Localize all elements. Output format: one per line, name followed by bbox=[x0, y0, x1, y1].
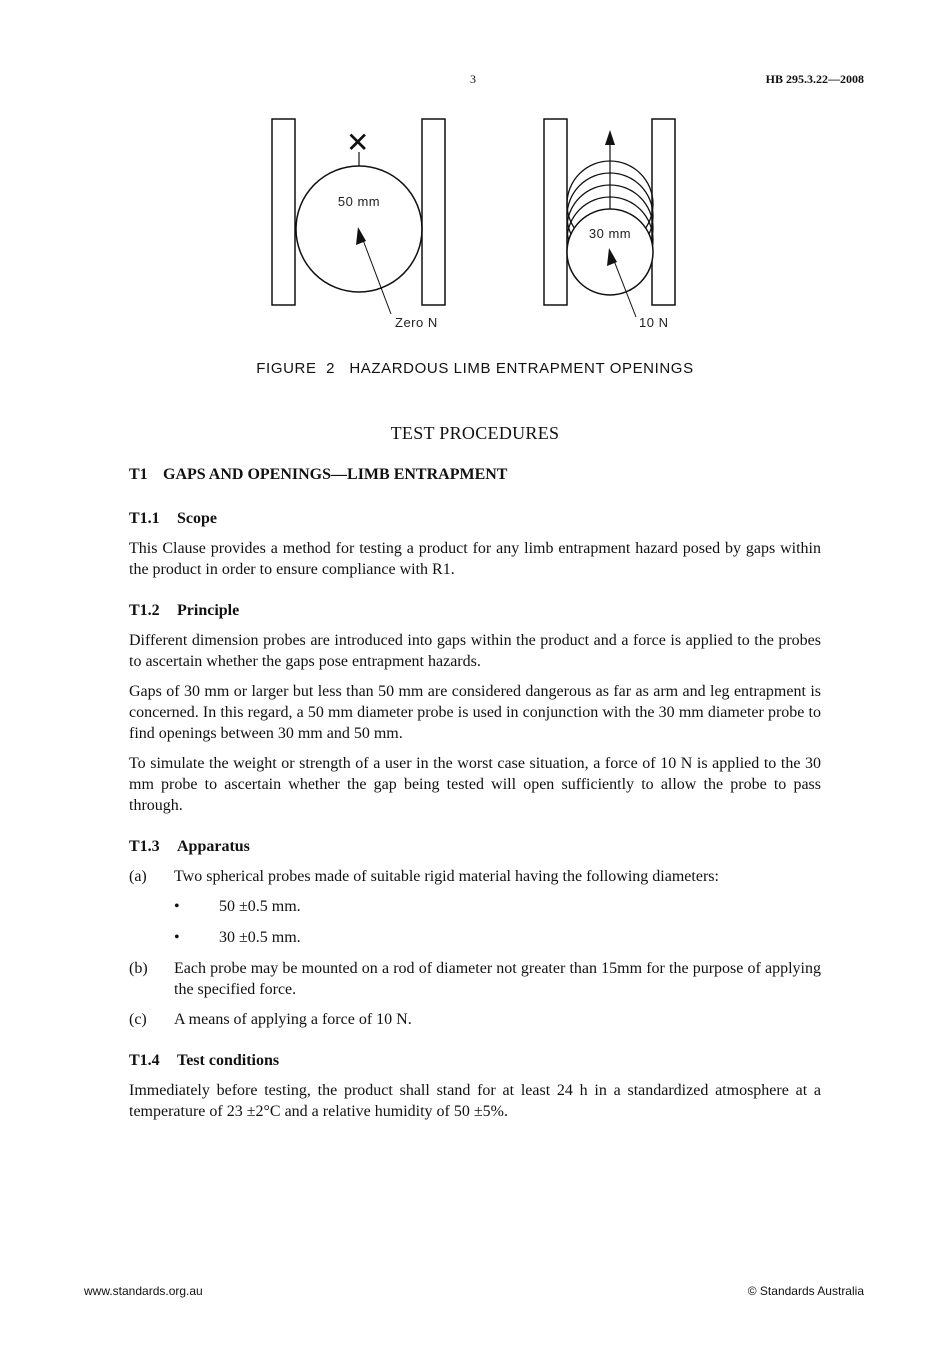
heading-t1-number: T1 bbox=[129, 466, 148, 483]
upward-arrow-icon bbox=[605, 130, 615, 145]
principle-paragraph: Different dimension probes are introduced into gaps within the product and a force is applied to the probes to ascertain whether the gaps pose entrapment hazards. bbox=[129, 632, 821, 670]
ten-newton-label: 10 N bbox=[639, 315, 669, 330]
scope-text: This Clause provides a method for testing a product for any limb entrapment hazard posed by gaps within the product in order to ensure compliance with R1. bbox=[129, 540, 821, 578]
heading-t1-1-number: T1.1 bbox=[129, 510, 160, 527]
figure-diagram bbox=[250, 112, 700, 337]
zero-force-arrowhead bbox=[356, 227, 366, 245]
heading-t1-2-title: Principle bbox=[177, 602, 240, 619]
figure-caption: FIGURE 2 HAZARDOUS LIMB ENTRAPMENT OPENINGS bbox=[256, 360, 694, 377]
footer-copyright: © Standards Australia bbox=[747, 1284, 864, 1298]
heading-t1-3-title: Apparatus bbox=[177, 838, 250, 855]
bullet-icon: • bbox=[174, 929, 180, 946]
right-gap-wall-left bbox=[544, 119, 567, 305]
apparatus-item-text: A means of applying a force of 10 N. bbox=[174, 1011, 412, 1028]
heading-t1-4-number: T1.4 bbox=[129, 1052, 160, 1069]
blocked-x-icon: ✕ bbox=[346, 127, 370, 158]
left-gap-wall-right bbox=[422, 119, 445, 305]
footer-website: www.standards.org.au bbox=[84, 1284, 203, 1298]
bullet-text: 50 ±0.5 mm. bbox=[219, 898, 301, 915]
apparatus-item-a bbox=[129, 866, 821, 887]
principle-paragraph: Gaps of 30 mm or larger but less than 50 mm are considered dangerous as far as arm and leg entrapment is concerned. In this regard, a 50 mm diameter probe is used in conjunction with the 30 mm diameter probe to find openings between 30 mm and 50 mm. bbox=[129, 683, 821, 742]
heading-t1-4 bbox=[129, 1050, 821, 1071]
zero-force-label: Zero N bbox=[395, 315, 438, 330]
section-title: TEST PROCEDURES bbox=[390, 423, 560, 443]
test-conditions-text: Immediately before testing, the product shall stand for at least 24 h in a standardized atmosphere at a temperature of 23 ±2°C and a relative humidity of 50 ±5%. bbox=[129, 1082, 821, 1120]
principle-paragraph: To simulate the weight or strength of a user in the worst case situation, a force of 10 N is applied to the 30 mm probe to ascertain whether the gap being tested will open sufficiently to allow the probe to pass through. bbox=[129, 755, 821, 814]
left-gap-wall-left bbox=[272, 119, 295, 305]
heading-t1-1 bbox=[129, 508, 821, 529]
probe-30mm-label: 30 mm bbox=[588, 226, 632, 241]
probe-diameter-bullet bbox=[129, 896, 821, 917]
apparatus-item-b bbox=[129, 958, 821, 1000]
heading-t1-2-number: T1.2 bbox=[129, 602, 160, 619]
document-body bbox=[129, 423, 821, 1131]
right-gap-wall-right bbox=[652, 119, 675, 305]
heading-t1-1-title: Scope bbox=[177, 510, 217, 527]
bullet-text: 30 ±0.5 mm. bbox=[219, 929, 301, 946]
probe-50mm-label: 50 mm bbox=[337, 194, 381, 209]
heading-t1-3-number: T1.3 bbox=[129, 838, 160, 855]
apparatus-item-text: Two spherical probes made of suitable rigid material having the following diameters: bbox=[174, 868, 719, 885]
document-id: HB 295.3.22—2008 bbox=[765, 72, 864, 86]
probe-diameter-bullet bbox=[129, 927, 821, 948]
apparatus-item-label: (b) bbox=[129, 960, 148, 977]
apparatus-item-label: (a) bbox=[129, 868, 147, 885]
heading-t1-4-title: Test conditions bbox=[177, 1052, 280, 1069]
apparatus-item-text: Each probe may be mounted on a rod of diameter not greater than 15mm for the purpose of applying the specified force. bbox=[174, 960, 821, 998]
apparatus-item-label: (c) bbox=[129, 1011, 147, 1028]
heading-t1-3 bbox=[129, 836, 821, 857]
heading-t1 bbox=[129, 464, 821, 485]
zero-force-leader bbox=[360, 232, 391, 314]
heading-t1-title: GAPS AND OPENINGS—LIMB ENTRAPMENT bbox=[163, 466, 508, 483]
figure-hazardous-openings bbox=[250, 112, 700, 337]
apparatus-item-c bbox=[129, 1009, 821, 1030]
page-number: 3 bbox=[470, 72, 476, 86]
bullet-icon: • bbox=[174, 898, 180, 915]
heading-t1-2 bbox=[129, 600, 821, 621]
